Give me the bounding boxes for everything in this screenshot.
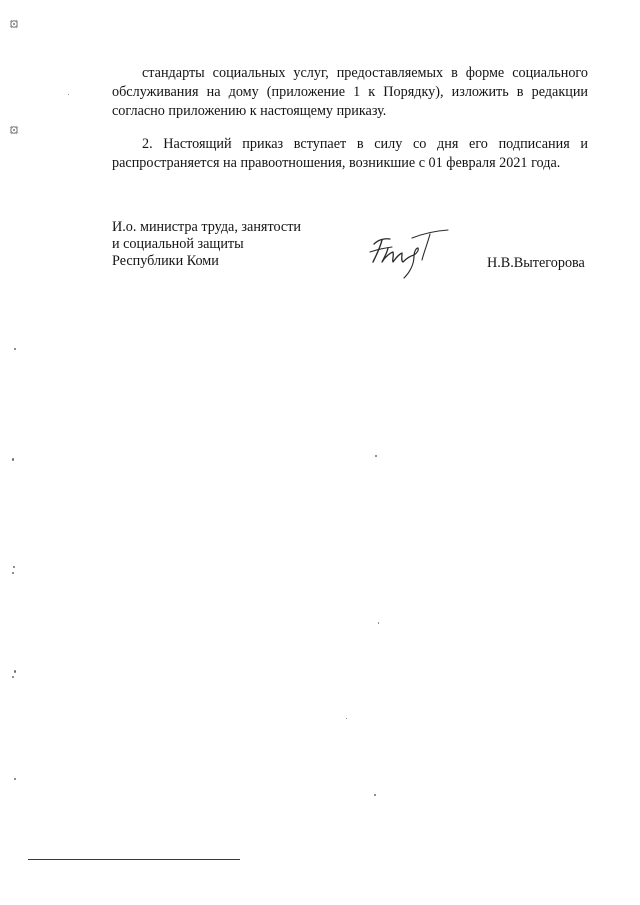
scan-speck: [12, 676, 14, 678]
scan-speck: [12, 458, 14, 461]
body-paragraph: 2. Настоящий приказ вступает в силу со дня его подписания и распространяется на правоотношения, возникшие с 01 февраля 2021 года.: [112, 136, 588, 171]
scan-speck: [14, 778, 16, 780]
scan-speck: [375, 455, 377, 457]
margin-stamp-mark-icon: [8, 18, 20, 30]
margin-stamp-mark-icon: [8, 124, 20, 136]
signatory-position-line: Республики Коми: [112, 253, 219, 269]
signatory-position-line: и социальной защиты: [112, 236, 244, 252]
footnote-divider: [28, 859, 240, 860]
scan-speck: [13, 566, 15, 568]
scan-speck: [346, 718, 347, 719]
body-paragraph: стандарты социальных услуг, предоставляемых в форме социального обслуживания на дому (приложение 1 к Порядку), изложить в редакции согласно приложению к настоящему приказу.: [112, 65, 588, 119]
scan-speck: [378, 622, 379, 624]
scan-speck: [12, 572, 14, 574]
handwritten-signature: [360, 222, 455, 282]
signatory-position-line: И.о. министра труда, занятости: [112, 219, 302, 235]
scan-speck: [68, 94, 69, 95]
scan-speck: [374, 794, 376, 796]
scan-speck: [14, 348, 16, 350]
signatory-name: Н.В.Вытегорова: [487, 255, 585, 271]
scan-speck: [14, 670, 16, 673]
signatory-position: [112, 219, 301, 270]
